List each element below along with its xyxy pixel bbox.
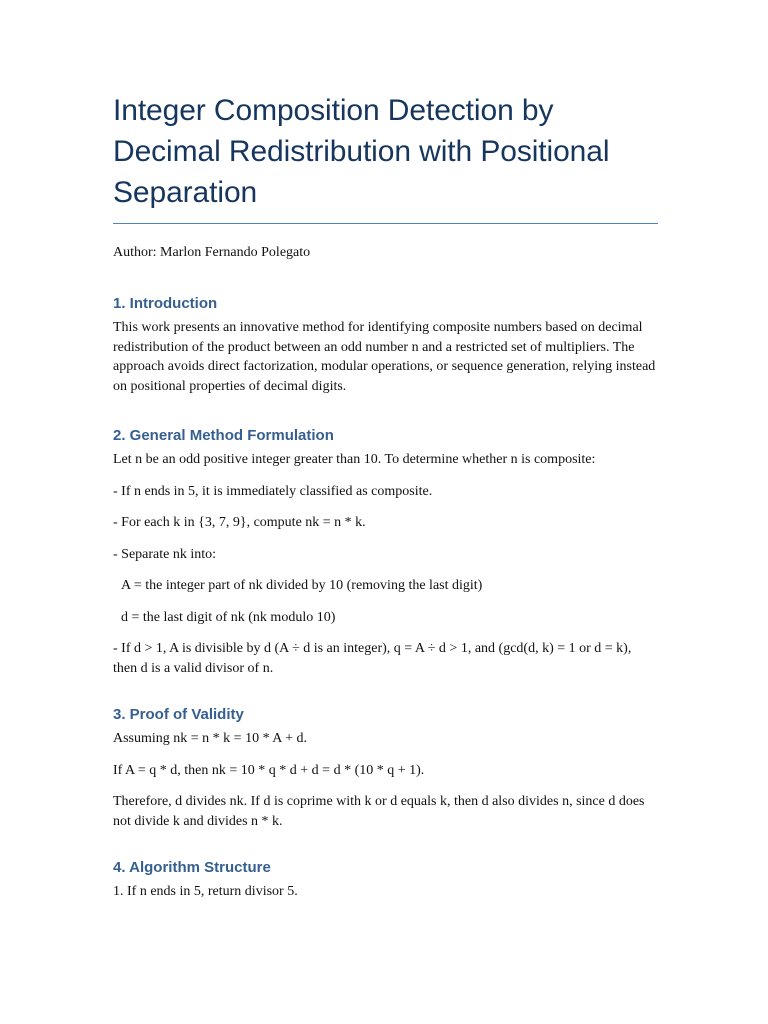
paragraph: Therefore, d divides nk. If d is coprime with k or d equals k, then d also divides n, since d does not divide k and divides n * k. <box>113 794 645 829</box>
section-heading: 2. General Method Formulation <box>113 427 334 444</box>
list-item: - Separate nk into: <box>113 546 217 562</box>
paragraph: This work presents an innovative method for identifying composite numbers based on decimal redistribution of the product between an odd number n and a restricted set of multipliers. The approach avoids direct factorization, modular operations, or sequence generation, relying instead on positional properties of decimal digits. <box>113 320 656 394</box>
title-divider <box>113 223 658 224</box>
author-line: Author: Marlon Fernando Polegato <box>113 245 311 260</box>
paragraph: Let n be an odd positive integer greater than 10. To determine whether n is composite: <box>113 452 596 467</box>
section-heading: 4. Algorithm Structure <box>113 859 271 876</box>
section-proof-of-validity <box>113 705 658 831</box>
document-title: Integer Composition Detection by Decimal Redistribution with Positional Separation <box>113 94 610 209</box>
section-heading: 3. Proof of Validity <box>113 706 244 723</box>
section-method-formulation <box>113 426 658 678</box>
section-heading: 1. Introduction <box>113 295 218 312</box>
document-page <box>113 90 658 914</box>
list-item: - If n ends in 5, it is immediately classified as composite. <box>113 483 433 499</box>
section-algorithm-structure <box>113 858 658 902</box>
list-item: - For each k in {3, 7, 9}, compute nk = n * k. <box>113 515 366 530</box>
definition-a: A = the integer part of nk divided by 10 (removing the last digit) <box>121 578 483 593</box>
list-item: - If d > 1, A is divisible by d (A ÷ d is an integer), q = A ÷ d > 1, and (gcd(d, k) = 1 or d = k), then d is a valid divisor of n. <box>113 641 632 676</box>
section-introduction <box>113 294 658 396</box>
paragraph: If A = q * d, then nk = 10 * q * d + d = d * (10 * q + 1). <box>113 762 425 778</box>
paragraph: Assuming nk = n * k = 10 * A + d. <box>113 731 308 746</box>
list-item: 1. If n ends in 5, return divisor 5. <box>113 884 298 899</box>
definition-d: d = the last digit of nk (nk modulo 10) <box>121 609 336 625</box>
